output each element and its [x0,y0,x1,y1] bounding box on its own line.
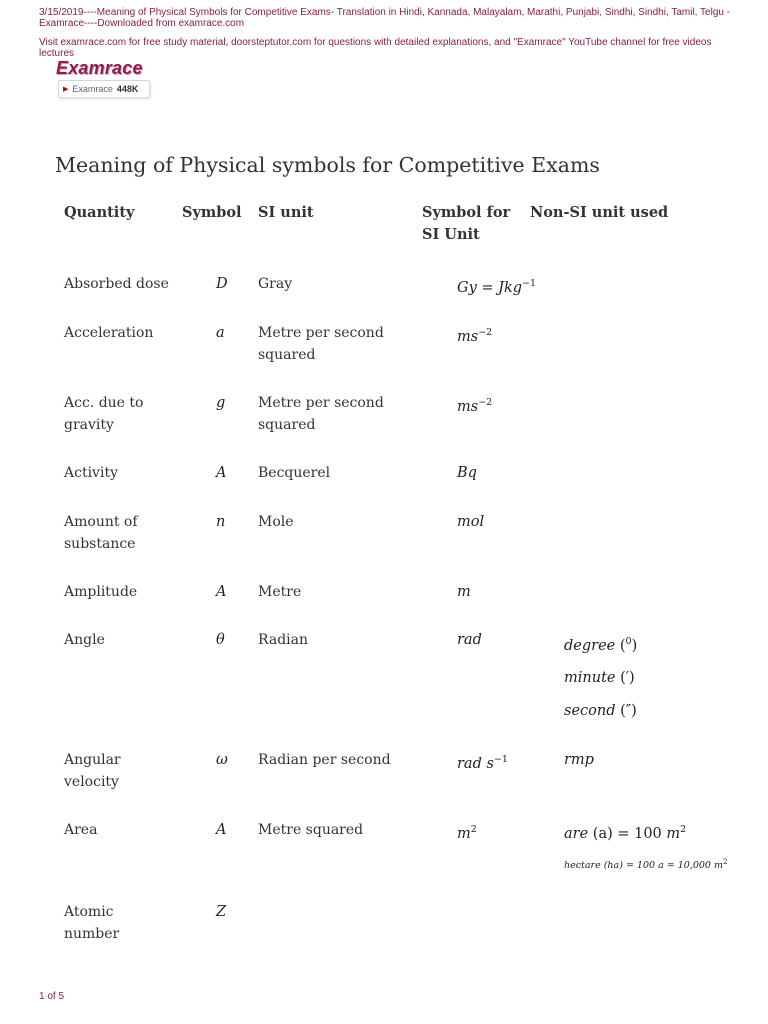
row-si-unit: Metre squared [258,822,364,838]
row-quantity: Absorbed dose [64,276,169,292]
column-header-si-symbol: Symbol for SI Unit [422,204,511,243]
page-number: 1 of 5 [39,991,65,1002]
youtube-subscriber-count: 448K [116,84,139,94]
row-quantity: Angle [64,632,105,648]
row-symbol: A [216,465,227,481]
row-symbol: D [216,276,228,292]
non-si-hectare: hectare (ha) = 100 a = 10,000 $m^2$ [564,858,728,872]
row-si-symbol: m [457,584,471,600]
row-si-unit: Gray [258,276,293,292]
row-si-unit: Radian [258,632,309,648]
row-symbol: A [216,584,227,600]
column-header-si-unit: SI unit [258,204,314,221]
row-symbol: θ [216,632,225,648]
youtube-channel-label: Examrace [72,84,113,94]
row-quantity: Atomic number [64,904,120,942]
row-quantity: Activity [64,465,118,481]
column-header-quantity: Quantity [64,204,135,221]
non-si-degree: degree ($^0$) [564,636,638,654]
examrace-logo[interactable]: Examrace [56,58,143,78]
row-si-unit: Metre [258,584,302,600]
row-symbol: Z [216,904,227,920]
non-si-minute: minute (′) [564,670,635,686]
row-quantity: Angular velocity [64,752,121,790]
row-si-symbol: $ms^{-2}$ [457,327,493,345]
page-header-visit-note: Visit examrace.com for free study material, doorsteptutor.com for questions with detailed explanations, and "Examrace" YouTube channel for free videos lectures [39,37,712,59]
row-symbol: A [216,822,227,838]
row-quantity: Acceleration [64,325,154,341]
column-header-symbol: Symbol [182,204,242,221]
row-quantity: Amount of substance [64,514,138,552]
page-title: Meaning of Physical symbols for Competitive Exams [55,153,600,177]
row-symbol: ω [216,752,228,768]
row-quantity: Area [64,822,98,838]
row-si-unit: Metre per second squared [258,325,384,363]
row-symbol: a [216,325,225,341]
row-si-symbol: rad [457,632,482,648]
row-quantity: Acc. due to gravity [64,395,144,433]
row-si-unit: Radian per second [258,752,391,768]
row-symbol: g [216,395,226,411]
column-header-non-si: Non-SI unit used [530,204,669,221]
row-si-symbol: $m^2$ [457,824,477,842]
row-quantity: Amplitude [64,584,138,600]
page-header-title: 3/15/2019----Meaning of Physical Symbols for Competitive Exams- Translation in Hindi, Kannada, Malayalam, Marathi, Punjabi, Sindhi, Sindhi, Tamil, Telgu - Examrace----Downloaded from examrace.com [39,7,731,29]
youtube-play-icon: ▶ [63,86,69,93]
row-si-unit: Mole [258,514,294,530]
row-si-unit: Metre per second squared [258,395,384,433]
non-si-second: second (″) [564,703,637,719]
row-si-symbol: $ms^{-2}$ [457,397,493,415]
row-si-symbol: mol [457,514,485,530]
row-si-unit: Becquerel [258,465,331,481]
row-si-symbol: Gy = Jkg$^{-1}$ [457,278,537,296]
row-si-symbol: Bq [457,465,477,481]
non-si-unit: rmp [564,752,594,768]
row-si-symbol: rad $s^{-1}$ [457,754,508,772]
non-si-are: are (a) = 100 $m^2$ [564,824,687,842]
row-symbol: n [216,514,226,530]
youtube-subscribe-button[interactable] [58,80,150,98]
